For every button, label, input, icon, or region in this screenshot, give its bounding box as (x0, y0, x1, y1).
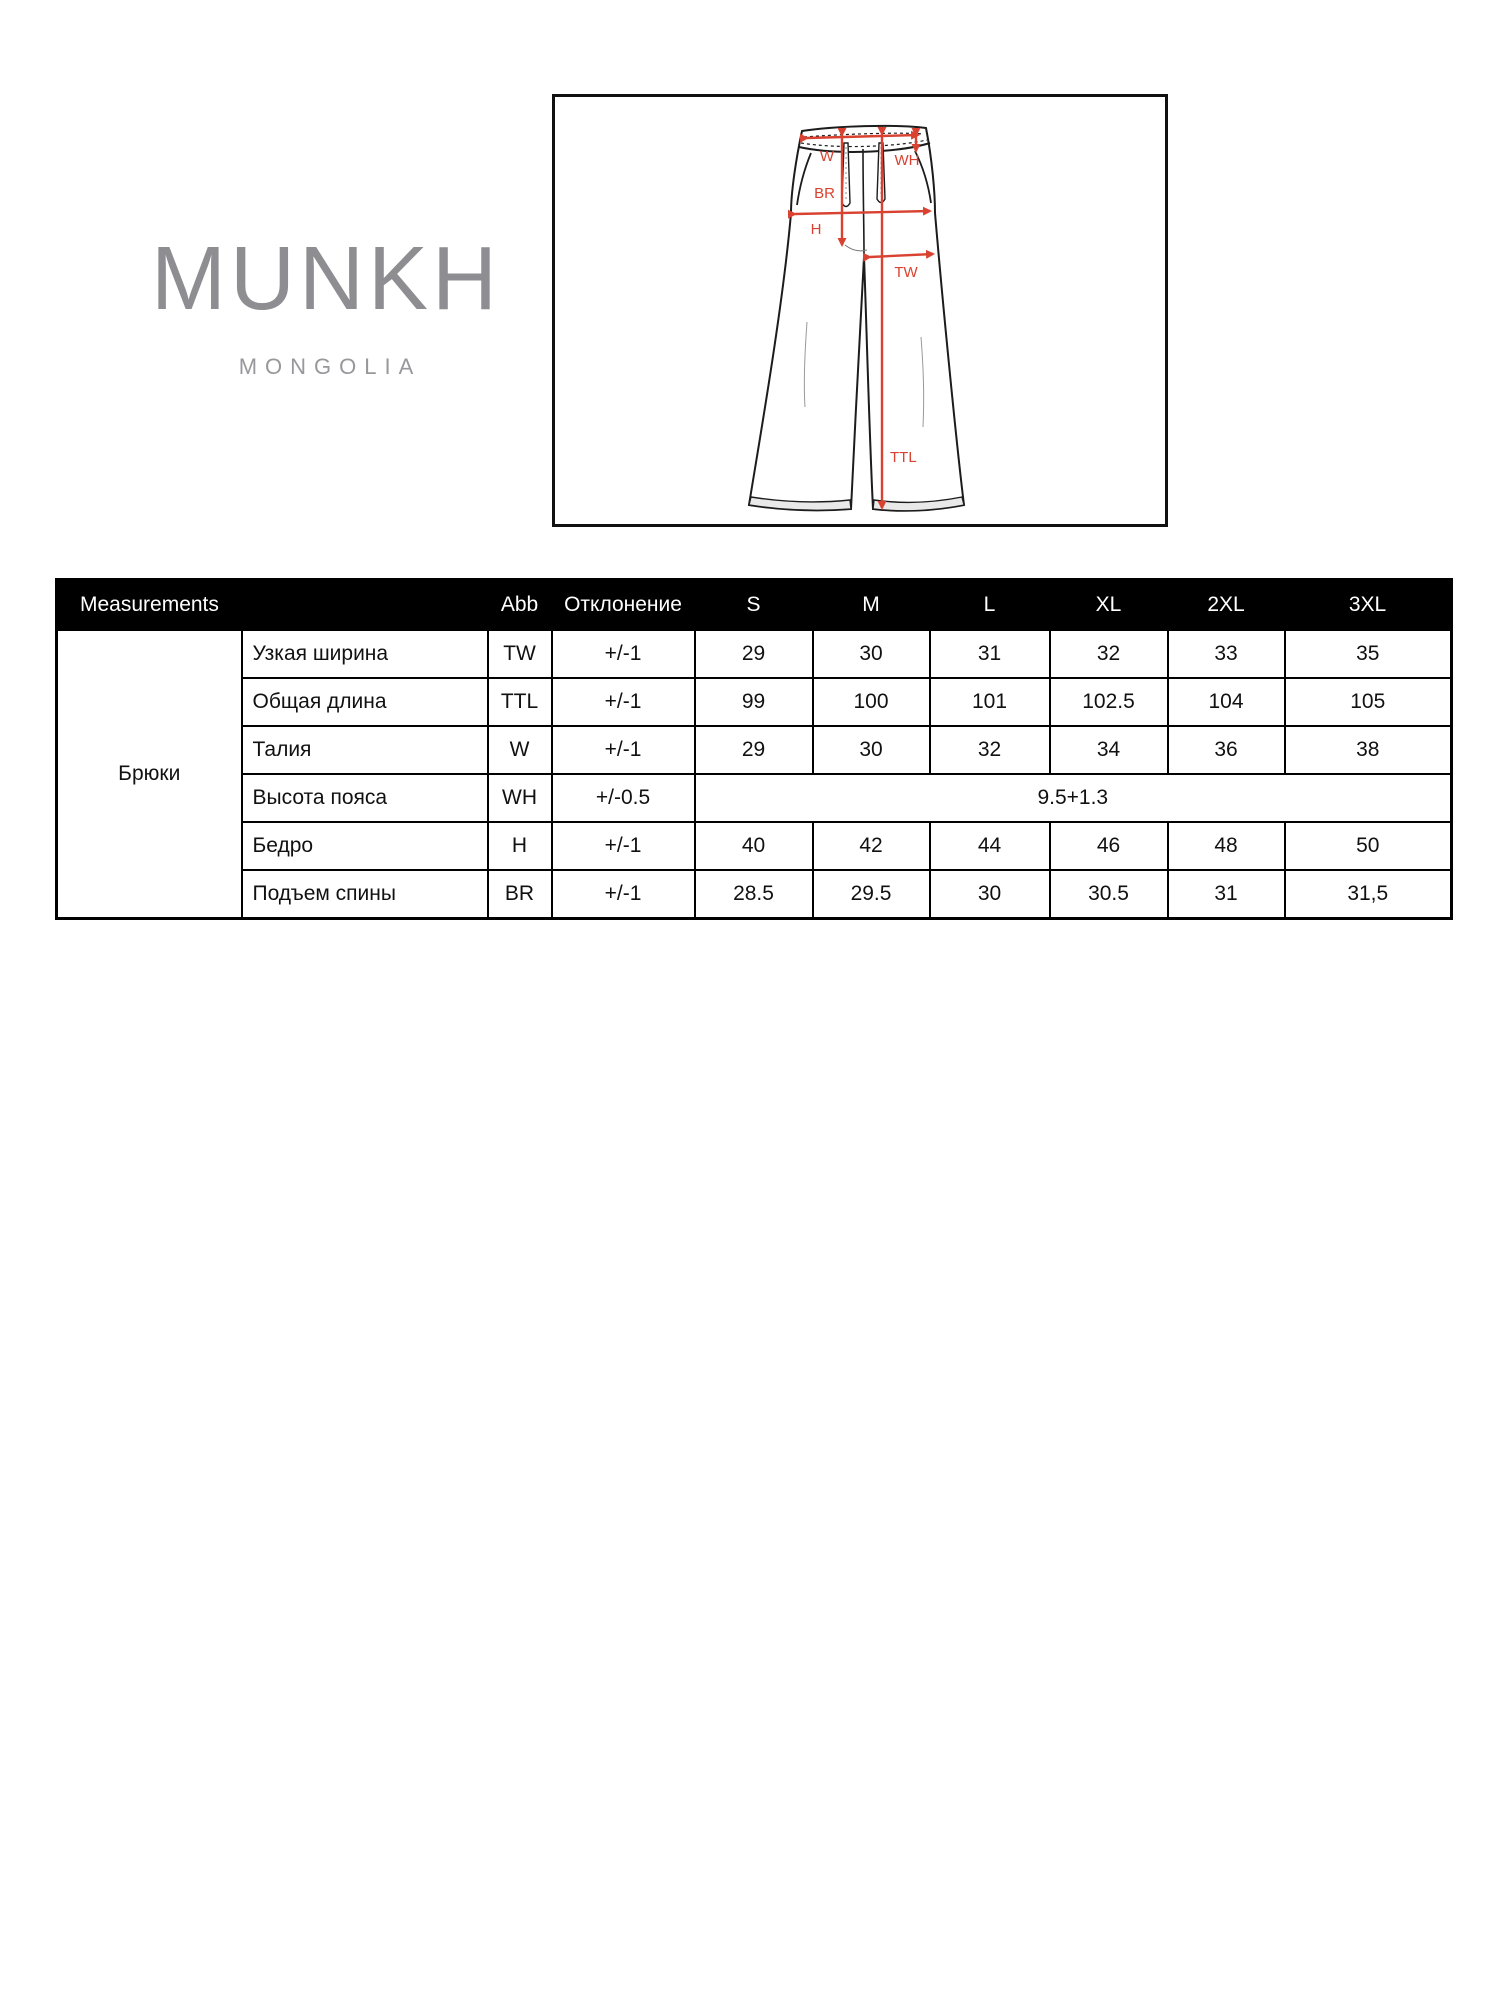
size-value-cell: 32 (930, 726, 1050, 774)
table-row (57, 870, 1452, 919)
size-value-cell: 104 (1168, 678, 1285, 726)
size-value-cell: 48 (1168, 822, 1285, 870)
table-row (57, 774, 1452, 822)
brand-name: MUNKH (151, 229, 501, 329)
header-size-s: S (695, 580, 813, 631)
size-value-cell: 102.5 (1050, 678, 1168, 726)
size-value-cell: 31 (1168, 870, 1285, 919)
size-value-cell: 46 (1050, 822, 1168, 870)
pants-drawing (555, 97, 1165, 524)
pants-diagram-box (552, 94, 1168, 527)
abb-cell: WH (488, 774, 552, 822)
label-wh: WH (894, 152, 920, 169)
size-value-cell: 42 (813, 822, 930, 870)
size-value-cell: 30 (930, 870, 1050, 919)
brand-subtitle: MONGOLIA (238, 354, 422, 379)
size-value-cell: 31,5 (1285, 870, 1452, 919)
header-row (57, 580, 1452, 631)
row-label: Подъем спины (242, 870, 488, 919)
label-tw: TW (894, 264, 918, 281)
abb-cell: H (488, 822, 552, 870)
label-br: BR (814, 185, 835, 202)
size-value-cell: 99 (695, 678, 813, 726)
size-value-cell: 100 (813, 678, 930, 726)
header-size-m: M (813, 580, 930, 631)
size-value-cell: 36 (1168, 726, 1285, 774)
size-value-cell: 34 (1050, 726, 1168, 774)
size-value-cell: 50 (1285, 822, 1452, 870)
size-value-cell: 32 (1050, 630, 1168, 678)
deviation-cell: +/-1 (552, 630, 695, 678)
row-label: Талия (242, 726, 488, 774)
row-label: Узкая ширина (242, 630, 488, 678)
abb-cell: TW (488, 630, 552, 678)
row-label: Бедро (242, 822, 488, 870)
size-value-cell: 105 (1285, 678, 1452, 726)
abb-cell: TTL (488, 678, 552, 726)
row-label: Высота пояса (242, 774, 488, 822)
label-h: H (810, 221, 822, 238)
size-value-cell: 33 (1168, 630, 1285, 678)
size-value-cell: 38 (1285, 726, 1452, 774)
header-deviation: Отклонение (552, 580, 695, 631)
size-value-cell: 28.5 (695, 870, 813, 919)
table-row (57, 630, 1452, 678)
measurements-table (55, 578, 1453, 920)
table-row (57, 726, 1452, 774)
row-label: Общая длина (242, 678, 488, 726)
category-cell: Брюки (57, 630, 242, 919)
brand-logo (142, 229, 510, 380)
deviation-cell: +/-0.5 (552, 774, 695, 822)
size-value-cell: 29 (695, 726, 813, 774)
header-measurements: Measurements (57, 580, 488, 631)
label-ttl: TTL (890, 449, 917, 466)
size-value-cell: 40 (695, 822, 813, 870)
header-size-xl: XL (1050, 580, 1168, 631)
size-value-cell: 30 (813, 726, 930, 774)
size-value-cell: 44 (930, 822, 1050, 870)
size-value-cell: 29 (695, 630, 813, 678)
table-row (57, 822, 1452, 870)
size-value-cell: 35 (1285, 630, 1452, 678)
header-size-l: L (930, 580, 1050, 631)
header-size-3xl: 3XL (1285, 580, 1452, 631)
size-value-cell: 30 (813, 630, 930, 678)
size-value-cell: 101 (930, 678, 1050, 726)
deviation-cell: +/-1 (552, 726, 695, 774)
deviation-cell: +/-1 (552, 822, 695, 870)
pants-outline (749, 126, 964, 511)
header-size-2xl: 2XL (1168, 580, 1285, 631)
merged-value-cell: 9.5+1.3 (695, 774, 1452, 822)
deviation-cell: +/-1 (552, 870, 695, 919)
label-w: W (819, 148, 835, 165)
size-value-cell: 30.5 (1050, 870, 1168, 919)
size-value-cell: 29.5 (813, 870, 930, 919)
abb-cell: W (488, 726, 552, 774)
abb-cell: BR (488, 870, 552, 919)
size-value-cell: 31 (930, 630, 1050, 678)
deviation-cell: +/-1 (552, 678, 695, 726)
table-row (57, 678, 1452, 726)
header-abb: Abb (488, 580, 552, 631)
